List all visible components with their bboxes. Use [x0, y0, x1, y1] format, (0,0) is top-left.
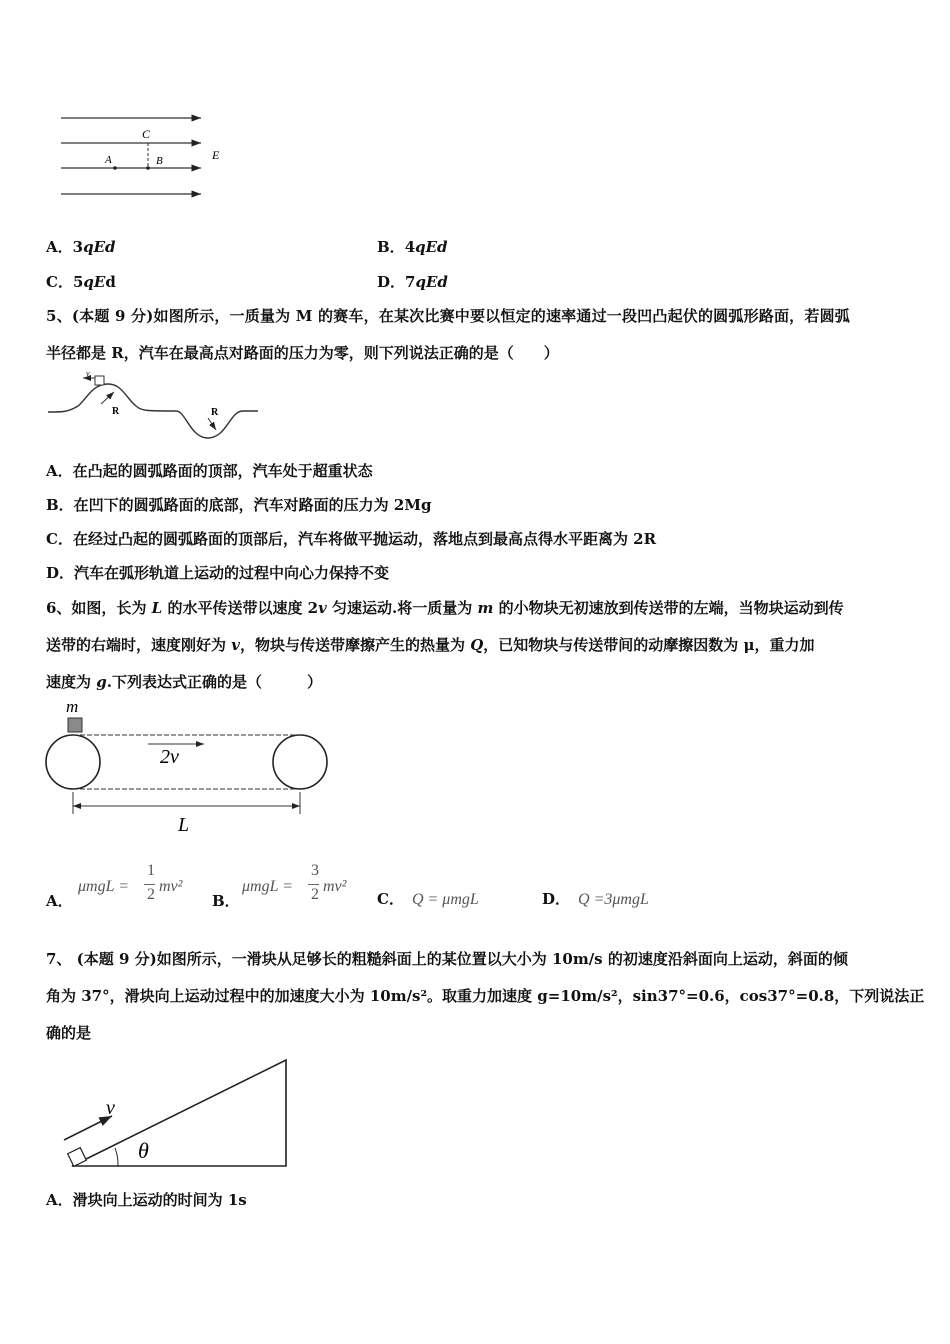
car-box — [95, 376, 104, 385]
slider-block — [68, 1148, 87, 1167]
q5-stem-line2: 半径都是 R，汽车在最高点对路面的压力为零，则下列说法正确的是（ ） — [46, 344, 559, 362]
q4-option-d[interactable]: D．7qEd — [377, 273, 448, 291]
q7-stem-line2: 角为 37°，滑块向上运动过程中的加速度大小为 10m/s²。取重力加速度 g=10m/s²，sin37°=0.6，cos37°=0.8，下列说法正 — [46, 987, 925, 1005]
q5-stem-line1: 5、(本题 9 分)如图所示，一质量为 M 的赛车，在某次比赛中要以恒定的速率通过一段凹凸起伏的圆弧形路面，若圆弧 — [46, 307, 850, 325]
q6-stem-line2: 送带的右端时，速度刚好为 v，物块与传送带摩擦产生的热量为 Q，已知物块与传送带间的动摩擦因数为 μ，重力加 — [46, 636, 815, 654]
q6-option-c[interactable]: C． Q = μmgL — [377, 890, 479, 908]
q5-option-b[interactable]: B．在凹下的圆弧路面的底部，汽车对路面的压力为 2Mg — [46, 496, 432, 514]
q5-option-c[interactable]: C．在经过凸起的圆弧路面的顶部后，汽车将做平抛运动，落地点到最高点得水平距离为 2R — [46, 530, 657, 548]
q6-stem-line3: 速度为 g.下列表达式正确的是（ ） — [46, 673, 322, 691]
label-v: v — [86, 372, 90, 378]
point-b — [146, 166, 150, 170]
label-r2: R — [211, 407, 219, 418]
q4-option-c[interactable]: C．5qEd — [46, 273, 116, 291]
radius-2 — [208, 418, 216, 430]
q5-road-figure — [46, 372, 262, 444]
label-e: E — [212, 148, 220, 162]
label-c: C — [142, 127, 151, 141]
block-m — [68, 718, 82, 732]
right-pulley — [273, 735, 327, 789]
q5-option-a[interactable]: A．在凸起的圆弧路面的顶部，汽车处于超重状态 — [46, 462, 373, 480]
label-a: A — [105, 154, 112, 166]
label-m: m — [66, 697, 79, 716]
label-v: v — [106, 1097, 115, 1119]
road-profile — [48, 384, 258, 438]
q6-option-d[interactable]: D． Q =3μmgL — [542, 890, 649, 908]
q7-stem-line3: 确的是 — [46, 1024, 92, 1042]
q7-option-a[interactable]: A．滑块向上运动的时间为 1s — [46, 1191, 247, 1209]
label-b: B — [156, 155, 163, 167]
label-speed: 2v — [160, 746, 179, 768]
q4-option-b[interactable]: B．4qEd — [377, 238, 448, 256]
velocity-arrow — [64, 1116, 112, 1140]
q4-field-figure — [55, 108, 235, 208]
label-theta: θ — [138, 1138, 149, 1163]
angle-arc — [115, 1148, 118, 1166]
q7-stem-line1: 7、 (本题 9 分)如图所示，一滑块从足够长的粗糙斜面上的某位置以大小为 10m/s 的初速度沿斜面向上运动，斜面的倾 — [46, 950, 848, 968]
q4-option-a[interactable]: A．3qEd — [46, 238, 116, 256]
q6-conveyor-figure — [44, 696, 332, 836]
q5-option-d[interactable]: D．汽车在弧形轨道上运动的过程中向心力保持不变 — [46, 564, 390, 582]
left-pulley — [46, 735, 100, 789]
label-r1: R — [112, 406, 120, 417]
incline-triangle — [72, 1060, 286, 1166]
point-a — [113, 166, 117, 170]
q7-incline-figure — [58, 1056, 294, 1176]
label-length: L — [178, 814, 190, 836]
radius-1 — [101, 392, 114, 404]
q6-stem-line1: 6、如图，长为 L 的水平传送带以速度 2v 匀速运动.将一质量为 m 的小物块无初速放到传送带的左端，当物块运动到传 — [46, 599, 844, 617]
